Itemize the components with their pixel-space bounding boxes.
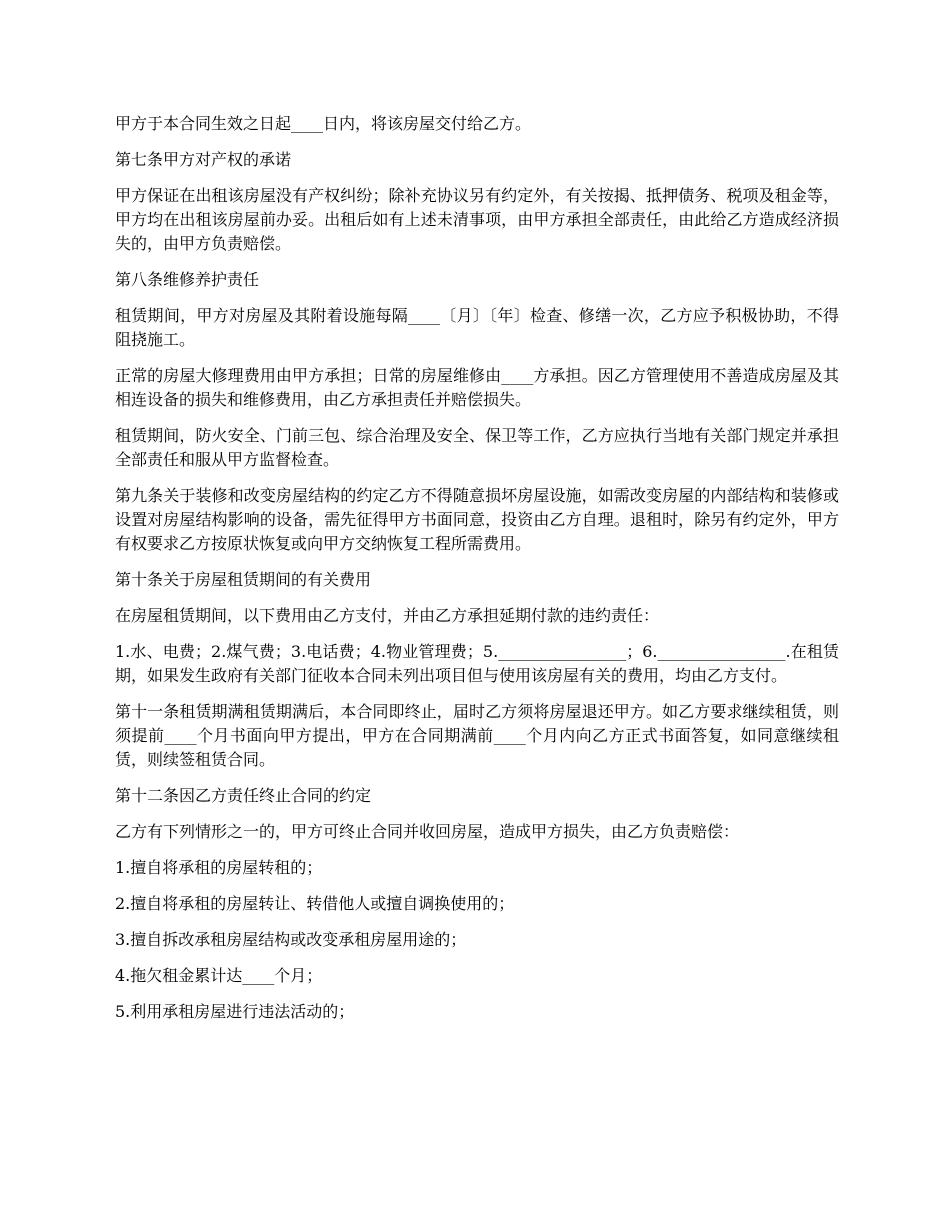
heading-article-8: 第八条维修养护责任 [115, 270, 260, 289]
document-body [115, 112, 839, 1036]
list-item-4: 4.拖欠租金累计达____个月； [115, 966, 323, 985]
list-item-2: 2.擅自将承租的房屋转让、转借他人或擅自调换使用的； [115, 894, 515, 913]
list-item-5: 5.利用承租房屋进行违法活动的； [115, 1002, 355, 1021]
paragraph-article-9: 第九条关于装修和改变房屋结构的约定乙方不得随意损坏房屋设施，如需改变房屋的内部结构和装修或设置对房屋结构影响的设备，需先征得甲方书面同意，投资由乙方自理。退租时，除另有约定外，甲方有权要求乙方按原状恢复或向甲方交纳恢复工程所需费用。 [115, 486, 839, 553]
paragraph-article-11: 第十一条租赁期满租赁期满后，本合同即终止，届时乙方须将房屋退还甲方。如乙方要求继续租赁，则须提前____个月书面向甲方提出，甲方在合同期满前____个月内向乙方正式书面答复，如同意继续租赁，则续签租赁合同。 [115, 702, 839, 769]
list-item-3: 3.擅自拆改承租房屋结构或改变承租房屋用途的； [115, 930, 467, 949]
paragraph-safety: 租赁期间，防火安全、门前三包、综合治理及安全、保卫等工作，乙方应执行当地有关部门规定并承担全部责任和服从甲方监督检查。 [115, 426, 839, 469]
paragraph-delivery: 甲方于本合同生效之日起____日内，将该房屋交付给乙方。 [115, 114, 532, 133]
paragraph-inspection: 租赁期间，甲方对房屋及其附着设施每隔____〔月〕〔年〕检查、修缮一次，乙方应予积极协助，不得阻挠施工。 [115, 306, 839, 349]
heading-article-10: 第十条关于房屋租赁期间的有关费用 [115, 570, 372, 589]
paragraph-property-rights: 甲方保证在出租该房屋没有产权纠纷；除补充协议另有约定外，有关按揭、抵押债务、税项及租金等，甲方均在出租该房屋前办妥。出租后如有上述未清事项，由甲方承担全部责任，由此给乙方造成经济损失的，由甲方负责赔偿。 [115, 186, 839, 253]
paragraph-fees-list: 1.水、电费；2.煤气费；3.电话费；4.物业管理费；5.________________；6.________________.在租赁期，如果发生政府有关部门征收本合同未列出项目但与使用该房屋有关的费用，均由乙方支付。 [115, 642, 839, 685]
paragraph-fees-intro: 在房屋租赁期间，以下费用由乙方支付，并由乙方承担延期付款的违约责任： [115, 606, 660, 625]
list-item-1: 1.擅自将承租的房屋转租的； [115, 858, 323, 877]
heading-article-12: 第十二条因乙方责任终止合同的约定 [115, 786, 372, 805]
paragraph-repair-costs: 正常的房屋大修理费用由甲方承担；日常的房屋维修由____方承担。因乙方管理使用不善造成房屋及其相连设备的损失和维修费用，由乙方承担责任并赔偿损失。 [115, 366, 839, 409]
paragraph-termination-intro: 乙方有下列情形之一的，甲方可终止合同并收回房屋，造成甲方损失，由乙方负责赔偿： [115, 822, 740, 841]
heading-article-7: 第七条甲方对产权的承诺 [115, 150, 292, 169]
